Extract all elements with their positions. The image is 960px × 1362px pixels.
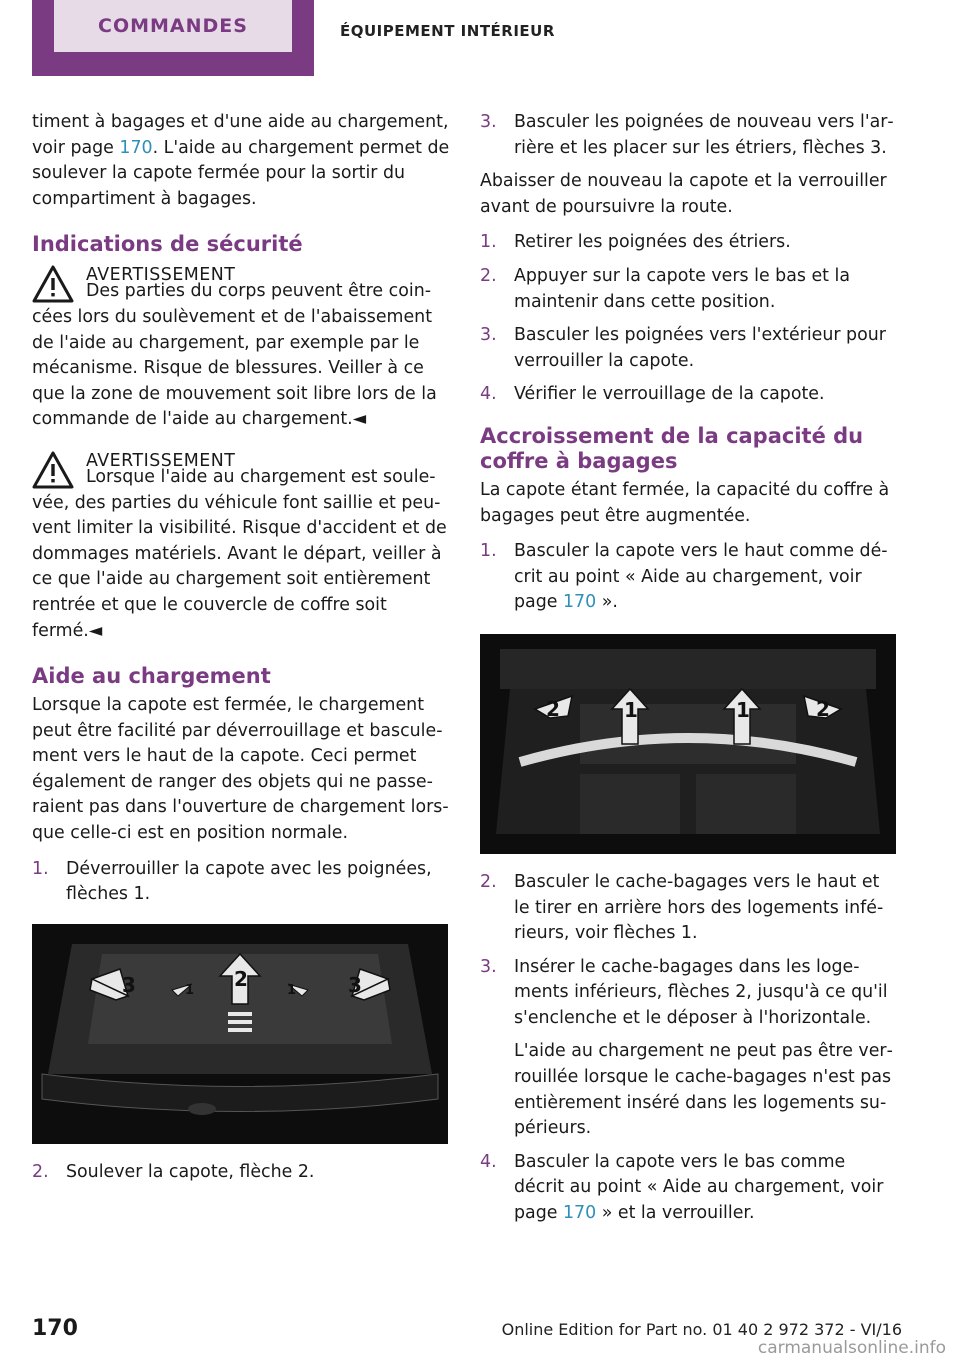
figure-label: 2 <box>234 966 248 991</box>
trunk-illustration <box>32 924 448 1144</box>
list-item <box>480 230 898 256</box>
warning-title: AVERTISSEMENT <box>86 265 236 286</box>
page-link[interactable]: 170 <box>562 1203 597 1224</box>
list-item <box>480 870 898 947</box>
page-link[interactable]: 170 <box>562 592 597 613</box>
page-number: 170 <box>32 1316 78 1341</box>
list-text: Insérer le cache-bagages dans les logements inférieurs, flèches 2, jusqu'à ce qu'il s'enclenche et le déposer à l'horizontale. <box>514 956 888 1028</box>
warning-triangle-icon <box>32 265 74 303</box>
list-number: 1. <box>480 541 497 562</box>
figure-label: 1 <box>736 697 750 722</box>
list-number: 3. <box>480 956 497 977</box>
step-text-b: » et la verrouiller. <box>596 1203 755 1224</box>
tab-commandes-label: COMMANDES <box>98 15 248 37</box>
step-text-b: ». <box>596 592 618 613</box>
list-number: 3. <box>480 325 497 346</box>
step-text-a: Basculer la capote vers le bas comme décrit au point « Aide au chargement, voir page <box>514 1151 884 1224</box>
list-item <box>32 857 450 908</box>
steps-list-b <box>480 230 898 408</box>
warning-text: Lorsque l'aide au chargement est soulevée, des parties du véhicule font saillie et peuvent limiter la visibilité. Risque d'accident et de dommages matériels. Avant le départ, veiller à ce que l'aide au chargement soit entièrement rentrée et que le couvercle de coffre soit fermé.◄ <box>32 466 447 641</box>
list-text <box>514 1150 898 1227</box>
trunk-figure-1 <box>32 924 448 1144</box>
list-item <box>480 323 898 374</box>
list-text: Appuyer sur la capote vers le bas et la maintenir dans cette position. <box>514 265 850 312</box>
list-text: Déverrouiller la capote avec les poignées, flèches 1. <box>66 858 432 905</box>
list-number: 1. <box>480 232 497 253</box>
watermark: carmanualsonline.info <box>757 1338 946 1358</box>
figure-label: 1 <box>624 697 638 722</box>
intro-text-a: timent à bagages et d'une aide au chargement, voir page <box>32 112 449 158</box>
aide-heading: Aide au chargement <box>32 664 271 689</box>
capacity-paragraph: La capote étant fermée, la capacité du coffre à bagages peut être augmentée. <box>480 479 890 526</box>
list-item <box>480 264 898 315</box>
safety-heading: Indications de sécurité <box>32 232 303 257</box>
list-text: Retirer les poignées des étriers. <box>514 232 791 253</box>
list-text: Vérifier le verrouillage de la capote. <box>514 384 825 405</box>
luggage-cover-illustration <box>480 634 896 854</box>
list-item <box>480 110 898 161</box>
tab-commandes[interactable] <box>32 0 314 76</box>
list-number: 2. <box>32 1161 49 1182</box>
edition-text: Online Edition for Part no. 01 40 2 972 372 - VI/16 <box>501 1320 902 1339</box>
list-item <box>480 955 898 1032</box>
figure-label: 1 <box>287 982 297 998</box>
list-text: Basculer les poignées de nouveau vers l'arrière et les placer sur les étriers, flèches 3. <box>514 112 894 158</box>
steps-list-1 <box>32 857 450 908</box>
figure-label: 1 <box>185 982 195 998</box>
list-text: Basculer le cache-bagages vers le haut et le tirer en arrière hors des logements inférieurs, voir flèches 1. <box>514 871 884 944</box>
figure-label: 3 <box>122 972 136 997</box>
steps-list-a <box>480 110 898 161</box>
warning-block-2 <box>32 449 450 644</box>
list-text: Soulever la capote, flèche 2. <box>66 1161 315 1182</box>
list-subparagraph: L'aide au chargement ne peut pas être verrouillée lorsque le cache-bagages n'est pas entièrement inséré dans les logements supérieurs. <box>514 1041 893 1139</box>
list-number: 4. <box>480 384 497 405</box>
intro-paragraph <box>32 110 450 212</box>
right-column <box>480 110 898 1235</box>
list-number: 2. <box>480 871 497 892</box>
figure-label: 3 <box>348 972 362 997</box>
list-number: 4. <box>480 1151 497 1172</box>
steps-list-c <box>480 539 898 616</box>
capacity-heading: Accroissement de la capacité du coffre à bagages <box>480 423 864 473</box>
lower-roof-paragraph: Abaisser de nouveau la capote et la verrouiller avant de poursuivre la route. <box>480 171 887 217</box>
warning-text: Des parties du corps peuvent être coincées lors du soulèvement et de l'abaissement de l'aide au chargement, par exemple par le mécanisme. Risque de blessures. Veiller à ce que la zone de mouvement soit libre lors de la commande de l'aide au chargement.◄ <box>32 281 437 430</box>
tab-commandes-inner <box>54 0 292 52</box>
warning-title: AVERTISSEMENT <box>86 450 236 471</box>
figure-label: 2 <box>546 696 560 721</box>
left-column <box>32 110 450 1193</box>
list-item <box>480 382 898 408</box>
list-item <box>32 1160 450 1186</box>
list-text: Basculer les poignées vers l'extérieur pour verrouiller la capote. <box>514 325 886 371</box>
list-number: 3. <box>480 112 497 132</box>
list-item <box>480 1150 898 1227</box>
list-number: 2. <box>480 265 497 286</box>
aide-paragraph: Lorsque la capote est fermée, le chargement peut être facilité par déverrouillage et basculement vers le haut de la capote. Ceci permet également de ranger des objets qui ne passeraient pas dans l'ouverture de chargement lorsque celle-ci est en position normale. <box>32 695 449 844</box>
step-text-a: Basculer la capote vers le haut comme décrit au point « Aide au chargement, voir page <box>514 541 888 613</box>
steps-list-d <box>480 870 898 1227</box>
trunk-figure-2 <box>480 634 896 854</box>
warning-block-1 <box>32 263 450 433</box>
list-text <box>514 539 898 616</box>
page-link[interactable]: 170 <box>119 137 153 158</box>
warning-triangle-icon <box>32 451 74 489</box>
steps-list-2 <box>32 1160 450 1186</box>
list-item <box>480 539 898 616</box>
figure-label: 2 <box>816 696 830 721</box>
intro-text-b: . L'aide au chargement permet de soulever la capote fermée pour la sortir du compartiment à bagages. <box>32 137 450 209</box>
header-tabbar <box>0 0 960 78</box>
tab-equipement-interieur[interactable]: ÉQUIPEMENT INTÉRIEUR <box>340 22 555 40</box>
list-number: 1. <box>32 858 49 879</box>
